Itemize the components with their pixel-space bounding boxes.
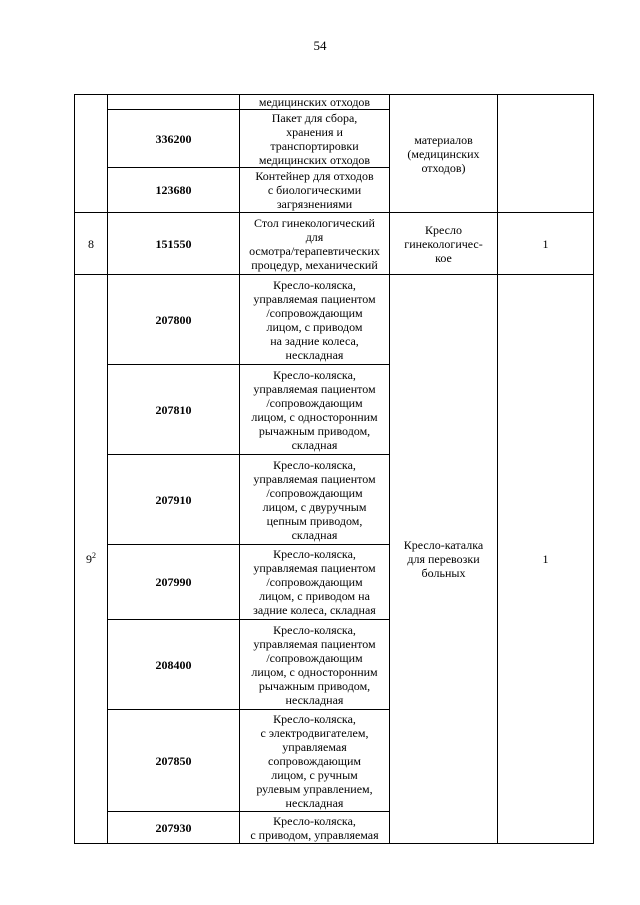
group-number-cell [75, 95, 108, 213]
name-cell: Кресло-коляска, управляемая пациентом /сопровождающим лицом, с односторонним рычажным приводом, нескладная [240, 620, 390, 710]
name-cell: Кресло-коляска, с электродвигателем, управляемая сопровождающим лицом, с ручным рулевым управлением, нескладная [240, 710, 390, 812]
name-cell: медицинских отходов [240, 95, 390, 110]
name-cell: Кресло-коляска, с приводом, управляемая [240, 812, 390, 844]
name-cell: Стол гинекологический для осмотра/терапевтических процедур, механический [240, 213, 390, 275]
page-number: 54 [313, 38, 327, 53]
name-cell: Кресло-коляска, управляемая пациентом /сопровождающим лицом, с двуручным цепным приводом, складная [240, 455, 390, 545]
code-cell: 207800 [108, 275, 240, 365]
group-item-cell: материалов (медицинских отходов) [390, 95, 498, 213]
equipment-table [74, 94, 594, 844]
code-cell: 207990 [108, 545, 240, 620]
code-cell: 207930 [108, 812, 240, 844]
code-cell: 208400 [108, 620, 240, 710]
code-cell: 123680 [108, 168, 240, 213]
group-qty-cell: 1 [498, 213, 594, 275]
group-item-cell: Кресло-каталка для перевозки больных [390, 275, 498, 844]
group-qty-cell: 1 [498, 275, 594, 844]
code-cell: 207910 [108, 455, 240, 545]
code-cell: 336200 [108, 110, 240, 168]
name-cell: Кресло-коляска, управляемая пациентом /сопровождающим лицом, с приводом на задние колеса, складная [240, 545, 390, 620]
name-cell: Кресло-коляска, управляемая пациентом /сопровождающим лицом, с приводом на задние колеса, нескладная [240, 275, 390, 365]
code-cell: 207810 [108, 365, 240, 455]
code-cell: 151550 [108, 213, 240, 275]
code-cell [108, 95, 240, 110]
group-number-cell: $9^2$ [75, 275, 108, 844]
name-cell: Кресло-коляска, управляемая пациентом /сопровождающим лицом, с односторонним рычажным приводом, складная [240, 365, 390, 455]
group-qty-cell [498, 95, 594, 213]
group-item-cell: Кресло гинекологичес- кое [390, 213, 498, 275]
group-number-cell: 8 [75, 213, 108, 275]
name-cell: Контейнер для отходов с биологическими загрязнениями [240, 168, 390, 213]
code-cell: 207850 [108, 710, 240, 812]
name-cell: Пакет для сбора, хранения и транспортировки медицинских отходов [240, 110, 390, 168]
